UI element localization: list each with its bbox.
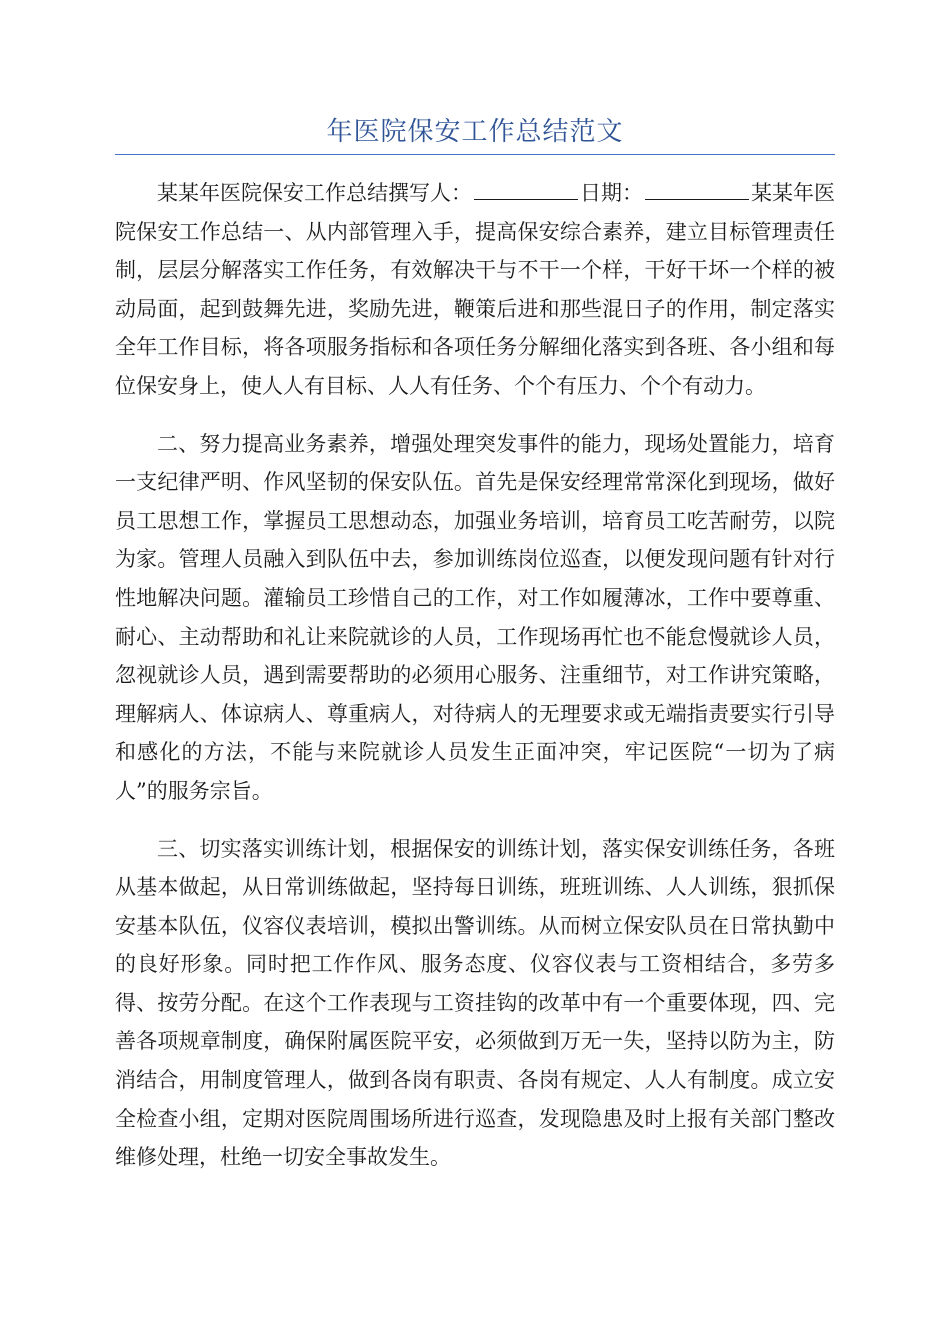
intro-lead-text: 某某年医院保安工作总结撰写人：: [157, 181, 472, 205]
paragraph-intro: [115, 174, 835, 406]
intro-body-text: 某某年医院保安工作总结一、从内部管理入手，提高保安综合素养，建立目标管理责任制，层层分解落实工作任务，有效解决干与不干一个样，干好干坏一个样的被动局面，起到鼓舞先进，奖励先进，鞭策后进和那些混日子的作用，制定落实全年工作目标，将各项服务指标和各项任务分解细化落实到各班、各小组和每位保安身上，使人人有目标、人人有任务、个个有压力、个个有动力。: [115, 181, 835, 398]
date-blank-line: [645, 179, 749, 200]
date-label: 日期：: [580, 181, 643, 205]
title-underline: [115, 154, 835, 155]
author-blank-line: [474, 179, 578, 200]
document-body: [115, 174, 835, 1196]
paragraph-section-2: 二、努力提高业务素养，增强处理突发事件的能力，现场处置能力，培育一支纪律严明、作风坚韧的保安队伍。首先是保安经理常常深化到现场，做好员工思想工作，掌握员工思想动态，加强业务培训，培育员工吃苦耐劳，以院为家。管理人员融入到队伍中去，参加训练岗位巡查，以便发现问题有针对行性地解决问题。灌输员工珍惜自己的工作，对工作如履薄冰，工作中要尊重、耐心、主动帮助和礼让来院就诊的人员，工作现场再忙也不能怠慢就诊人员，忽视就诊人员，遇到需要帮助的必须用心服务、注重细节，对工作讲究策略，理解病人、体谅病人、尊重病人，对待病人的无理要求或无端指责要实行引导和感化的方法，不能与来院就诊人员发生正面冲突，牢记医院“一切为了病人”的服务宗旨。: [115, 431, 835, 803]
paragraph-section-3: 三、切实落实训练计划，根据保安的训练计划，落实保安训练任务，各班从基本做起，从日常训练做起，坚持每日训练，班班训练、人人训练，狠抓保安基本队伍，仪容仪表培训，模拟出警训练。从而树立保安队员在日常执勤中的良好形象。同时把工作作风、服务态度、仪容仪表与工资相结合，多劳多得、按劳分配。在这个工作表现与工资挂钩的改革中有一个重要体现，四、完善各项规章制度，确保附属医院平安，必须做到万无一失，坚持以防为主，防消结合，用制度管理人，做到各岗有职责、各岗有规定、人人有制度。成立安全检查小组，定期对医院周围场所进行巡查，发现隐患及时上报有关部门整改维修处理，杜绝一切安全事故发生。: [115, 836, 835, 1170]
document-title: 年医院保安工作总结范文: [326, 117, 624, 147]
